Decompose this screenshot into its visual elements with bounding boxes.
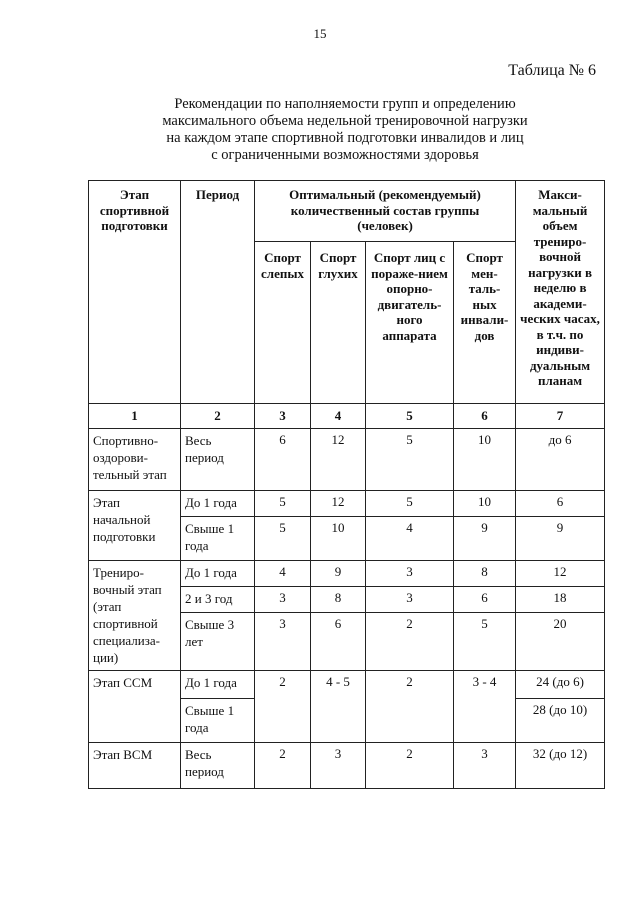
period-cell: 2 и 3 год — [181, 587, 255, 613]
period-cell: Весь период — [181, 429, 255, 491]
value-cell: 24 (до 6) — [516, 671, 605, 699]
header-max-load: Макси-мальный объем трениро-вочной нагрузки в неделю в академи-ческих часах, в т.ч. по индиви-дуальным планам — [516, 181, 605, 404]
column-number: 4 — [311, 404, 366, 429]
value-cell: 9 — [454, 517, 516, 561]
stage-cell: Этап начальной подготовки — [89, 491, 181, 561]
title-line: максимального объема недельной тренировочной нагрузки — [162, 113, 528, 129]
table-title — [150, 96, 540, 164]
header-stage: Этап спортивной подготовки — [89, 181, 181, 404]
value-cell: 2 — [366, 613, 454, 671]
value-cell: 3 — [366, 561, 454, 587]
value-cell: 12 — [311, 491, 366, 517]
value-cell: 2 — [366, 743, 454, 789]
value-cell: 6 — [454, 587, 516, 613]
value-cell: 8 — [311, 587, 366, 613]
column-number: 1 — [89, 404, 181, 429]
table-row — [89, 671, 605, 699]
period-cell: Весь период — [181, 743, 255, 789]
value-cell: 6 — [311, 613, 366, 671]
period-cell: До 1 года — [181, 671, 255, 699]
stage-cell: Этап ССМ — [89, 671, 181, 743]
value-cell: 3 — [255, 613, 311, 671]
value-cell: 12 — [516, 561, 605, 587]
value-cell: 6 — [255, 429, 311, 491]
value-cell: 20 — [516, 613, 605, 671]
header-sport-blind: Спорт слепых — [255, 242, 311, 404]
value-cell: 10 — [454, 491, 516, 517]
value-cell: 4 — [366, 517, 454, 561]
value-cell: 5 — [454, 613, 516, 671]
stage-cell: Спортивно-оздорови-тельный этап — [89, 429, 181, 491]
period-cell: До 1 года — [181, 561, 255, 587]
title-line: Рекомендации по наполняемости групп и определению — [174, 96, 516, 112]
header-sport-deaf: Спорт глухих — [311, 242, 366, 404]
title-line: на каждом этапе спортивной подготовки инвалидов и лиц — [166, 130, 524, 146]
value-cell: 3 - 4 — [454, 671, 516, 743]
column-number: 2 — [181, 404, 255, 429]
header-row — [89, 181, 605, 242]
value-cell: 9 — [311, 561, 366, 587]
header-sport-musculoskeletal: Спорт лиц с пораже-нием опорно-двигатель-ного аппарата — [366, 242, 454, 404]
value-cell: 2 — [255, 743, 311, 789]
table-row — [89, 743, 605, 789]
stage-cell: Этап ВСМ — [89, 743, 181, 789]
period-cell: Свыше 1 года — [181, 699, 255, 743]
value-cell: 2 — [255, 671, 311, 743]
value-cell: 18 — [516, 587, 605, 613]
value-cell: 3 — [255, 587, 311, 613]
value-cell: 32 (до 12) — [516, 743, 605, 789]
column-number: 5 — [366, 404, 454, 429]
column-number-row — [89, 404, 605, 429]
value-cell: 28 (до 10) — [516, 699, 605, 743]
value-cell: 5 — [366, 429, 454, 491]
value-cell: 10 — [454, 429, 516, 491]
period-cell: Свыше 3 лет — [181, 613, 255, 671]
period-cell: До 1 года — [181, 491, 255, 517]
value-cell: 5 — [366, 491, 454, 517]
value-cell: 2 — [366, 671, 454, 743]
column-number: 7 — [516, 404, 605, 429]
table-row — [89, 491, 605, 517]
value-cell: 3 — [454, 743, 516, 789]
header-group: Оптимальный (рекомендуемый) количественный состав группы (человек) — [255, 181, 516, 242]
table-row — [89, 429, 605, 491]
stage-cell: Трениро-вочный этап (этап спортивной специализа-ции) — [89, 561, 181, 671]
table-row — [89, 561, 605, 587]
column-number: 3 — [255, 404, 311, 429]
column-number: 6 — [454, 404, 516, 429]
table-label: Таблица № 6 — [508, 62, 596, 79]
period-cell: Свыше 1 года — [181, 517, 255, 561]
value-cell: 5 — [255, 517, 311, 561]
value-cell: 3 — [311, 743, 366, 789]
title-line: с ограниченными возможностями здоровья — [211, 147, 479, 163]
load-table — [88, 180, 605, 789]
header-sport-mental: Спорт мен-таль-ных инвали-дов — [454, 242, 516, 404]
value-cell: 8 — [454, 561, 516, 587]
header-period: Период — [181, 181, 255, 404]
value-cell: 4 - 5 — [311, 671, 366, 743]
value-cell: 9 — [516, 517, 605, 561]
value-cell: 4 — [255, 561, 311, 587]
value-cell: 12 — [311, 429, 366, 491]
value-cell: до 6 — [516, 429, 605, 491]
page-number: 15 — [313, 26, 327, 41]
value-cell: 10 — [311, 517, 366, 561]
value-cell: 3 — [366, 587, 454, 613]
value-cell: 6 — [516, 491, 605, 517]
value-cell: 5 — [255, 491, 311, 517]
